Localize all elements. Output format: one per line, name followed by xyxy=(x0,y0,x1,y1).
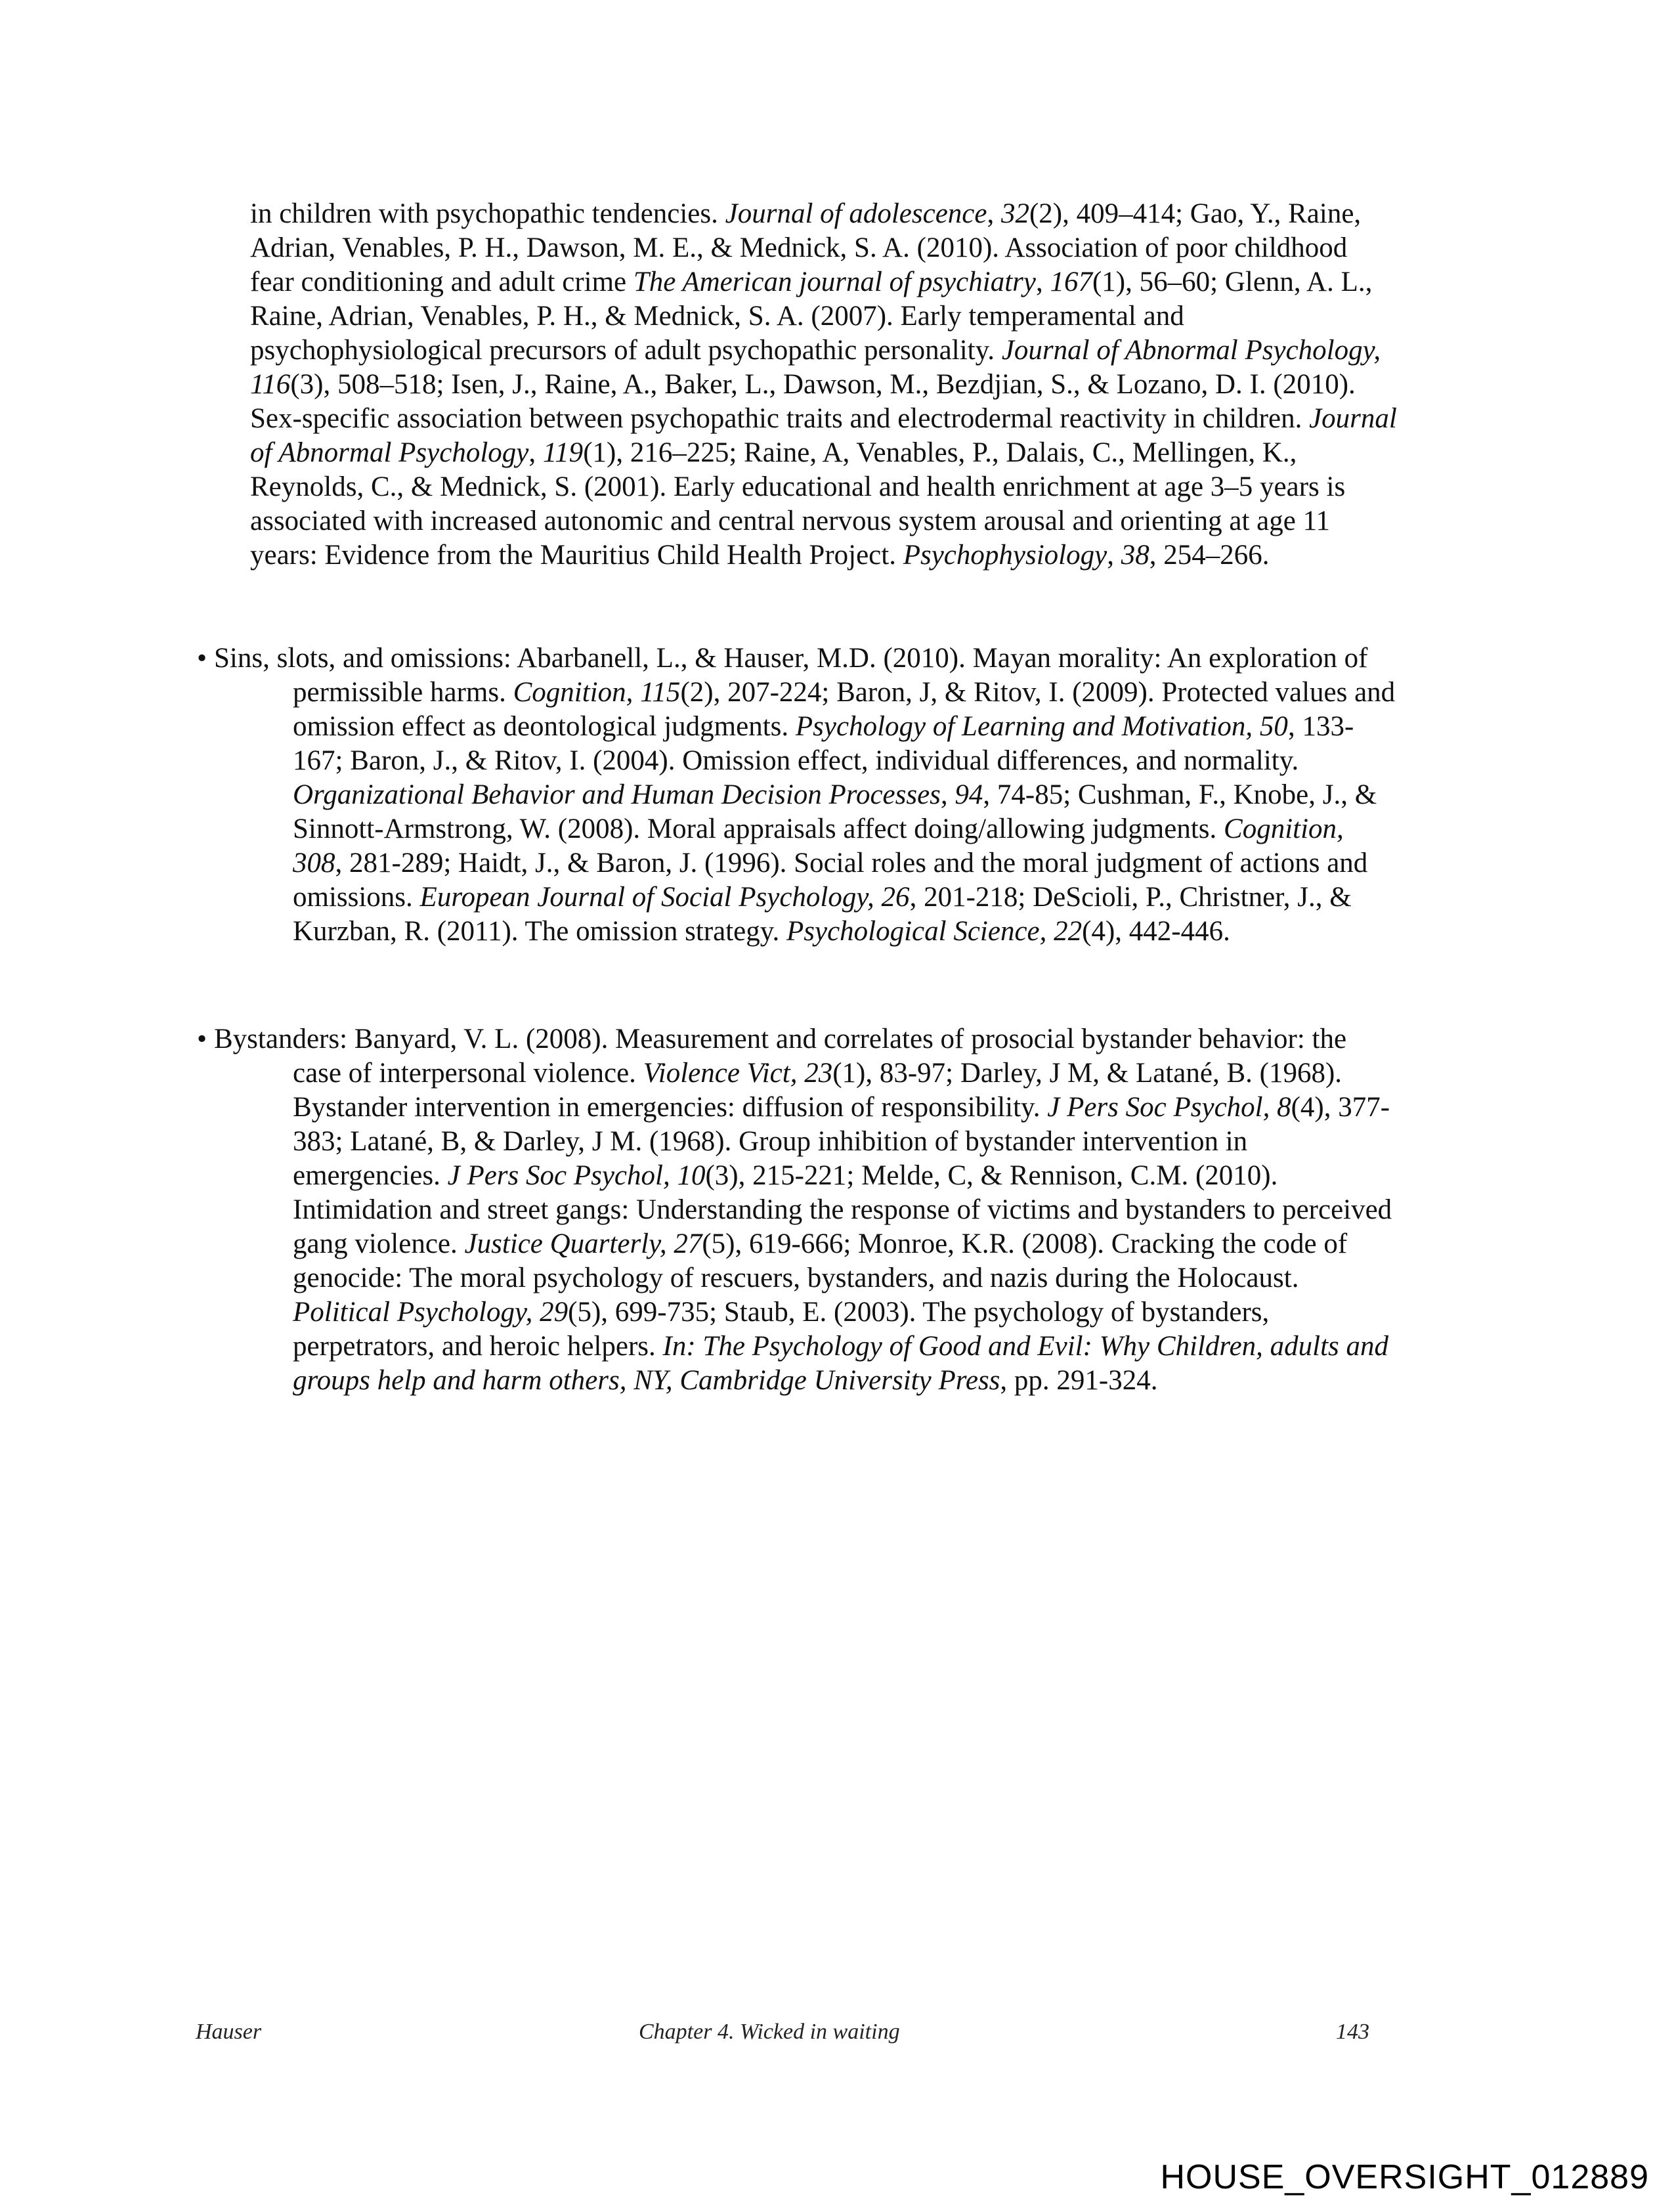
text-line: Adrian, Venables, P. H., Dawson, M. E., & Mednick, S. A. (2010). Association of poor childhood xyxy=(250,232,1348,263)
text-line: Kurzban, R. (2011). The omission strategy. Psychological Science, 22(4), 442-446. xyxy=(293,916,1230,947)
italic-citation: Psychological Science, 22 xyxy=(786,916,1083,947)
italic-citation: 116 xyxy=(250,369,291,400)
bullet-first-line xyxy=(197,641,1484,676)
bullet-icon: • xyxy=(197,1024,207,1054)
text-line: omission effect as deontological judgments. Psychology of Learning and Motivation, 50, 133- xyxy=(293,711,1354,742)
italic-citation: Cognition, 115 xyxy=(513,677,681,708)
bullet-sins-slots-omissions xyxy=(197,641,1484,949)
italic-citation: groups help and harm others, NY, Cambridge University Press xyxy=(293,1365,1000,1396)
text-line: in children with psychopathic tendencies. Journal of adolescence, 32(2), 409–414; Gao, Y., Raine, xyxy=(250,198,1362,229)
text-line: genocide: The moral psychology of rescuers, bystanders, and nazis during the Holocaust. xyxy=(293,1263,1299,1293)
italic-citation: Journal of Abnormal Psychology, xyxy=(1001,335,1381,366)
italic-citation: 32 xyxy=(1000,198,1029,229)
italic-citation: The American journal of psychiatry xyxy=(633,267,1036,297)
bullet-first-text xyxy=(214,643,1368,674)
bullet-icon: • xyxy=(197,643,207,674)
text-line: omissions. European Journal of Social Psychology, 26, 201-218; DeScioli, P., Christner, J., & xyxy=(293,882,1352,913)
italic-citation: of Abnormal Psychology xyxy=(250,437,529,468)
text-line: Sinnott-Armstrong, W. (2008). Moral appraisals affect doing/allowing judgments. Cognition, xyxy=(293,813,1344,844)
reference-paragraph-continued xyxy=(250,197,1491,573)
footer-page-number: 143 xyxy=(1336,2020,1369,2044)
text-line: Organizational Behavior and Human Decision Processes, 94, 74-85; Cushman, F., Knobe, J., & xyxy=(293,779,1377,810)
text-line: case of interpersonal violence. Violence Vict, 23(1), 83-97; Darley, J M, & Latané, B. (1968). xyxy=(293,1058,1342,1089)
italic-citation: Political Psychology, 29 xyxy=(293,1297,569,1328)
text-line: psychophysiological precursors of adult psychopathic personality. Journal of Abnormal Psychology, xyxy=(250,335,1381,366)
italic-citation: 167 xyxy=(1050,267,1092,297)
text-line: Raine, Adrian, Venables, P. H., & Mednick, S. A. (2007). Early temperamental and xyxy=(250,301,1184,332)
italic-citation: Journal xyxy=(1309,403,1397,434)
text-line: 308, 281-289; Haidt, J., & Baron, J. (1996). Social roles and the moral judgment of actions and xyxy=(293,848,1368,878)
text-line: emergencies. J Pers Soc Psychol, 10(3), 215-221; Melde, C, & Rennison, C.M. (2010). xyxy=(293,1160,1278,1191)
italic-citation: 119 xyxy=(542,437,584,468)
footer-author: Hauser xyxy=(196,2020,262,2044)
bullet-bystanders xyxy=(197,1022,1484,1398)
text-line: 116(3), 508–518; Isen, J., Raine, A., Baker, L., Dawson, M., Bezdjian, S., & Lozano, D. I. (2010). xyxy=(250,369,1356,400)
text-line: groups help and harm others, NY, Cambridge University Press, pp. 291-324. xyxy=(293,1365,1158,1396)
italic-citation: In: The Psychology of Good and Evil: Why Children, adults and xyxy=(662,1331,1389,1362)
italic-citation: Justice Quarterly, 27 xyxy=(464,1228,702,1259)
text-line: Intimidation and street gangs: Understanding the response of victims and bystanders to perceived xyxy=(293,1194,1392,1225)
italic-citation: European Journal of Social Psychology, 26 xyxy=(419,882,910,913)
text-line: perpetrators, and heroic helpers. In: The Psychology of Good and Evil: Why Children, adults and xyxy=(293,1331,1389,1362)
text-line: fear conditioning and adult crime The American journal of psychiatry, 167(1), 56–60; Glenn, A. L., xyxy=(250,267,1373,297)
footer-chapter-title: Chapter 4. Wicked in waiting xyxy=(639,2020,900,2044)
text-line: Sins, slots, and omissions: Abarbanell, L., & Hauser, M.D. (2010). Mayan morality: An exploration of xyxy=(214,643,1368,674)
italic-citation: 308 xyxy=(293,848,335,878)
text-line: 167; Baron, J., & Ritov, I. (2004). Omission effect, individual differences, and normality. xyxy=(293,745,1299,776)
text-line: Sex-specific association between psychopathic traits and electrodermal reactivity in children. Journal xyxy=(250,403,1397,434)
text-line: Reynolds, C., & Mednick, S. (2001). Early educational and health enrichment at age 3–5 years is xyxy=(250,471,1346,502)
text-line: of Abnormal Psychology, 119(1), 216–225; Raine, A, Venables, P., Dalais, C., Mellingen, K., xyxy=(250,437,1297,468)
text-line: associated with increased autonomic and central nervous system arousal and orienting at age 11 xyxy=(250,506,1331,536)
bates-stamp: HOUSE_OVERSIGHT_012889 xyxy=(1160,2158,1649,2196)
bullet-continuation xyxy=(197,676,1484,949)
italic-citation: Psychophysiology xyxy=(903,540,1107,571)
italic-citation: Journal of adolescence xyxy=(725,198,987,229)
italic-citation: J Pers Soc Psychol, 8 xyxy=(1047,1092,1291,1123)
text-line: permissible harms. Cognition, 115(2), 207-224; Baron, J, & Ritov, I. (2009). Protected values and xyxy=(293,677,1396,708)
italic-citation: Psychology of Learning and Motivation, 50 xyxy=(795,711,1288,742)
bullet-first-text xyxy=(214,1024,1346,1054)
text-line: Bystanders: Banyard, V. L. (2008). Measurement and correlates of prosocial bystander behavior: the xyxy=(214,1024,1347,1054)
italic-citation: Violence Vict, 23 xyxy=(643,1058,833,1089)
text-line: Bystander intervention in emergencies: diffusion of responsibility. J Pers Soc Psychol, 8(4), 377- xyxy=(293,1092,1390,1123)
text-line: Political Psychology, 29(5), 699-735; Staub, E. (2003). The psychology of bystanders, xyxy=(293,1297,1270,1328)
text-line: gang violence. Justice Quarterly, 27(5), 619-666; Monroe, K.R. (2008). Cracking the code of xyxy=(293,1228,1348,1259)
italic-citation: J Pers Soc Psychol, 10 xyxy=(447,1160,706,1191)
italic-citation: Organizational Behavior and Human Decision Processes, 94 xyxy=(293,779,983,810)
text-line: 383; Latané, B, & Darley, J M. (1968). Group inhibition of bystander intervention in xyxy=(293,1126,1248,1157)
italic-citation: Cognition, xyxy=(1224,813,1344,844)
bullet-first-line xyxy=(197,1022,1484,1056)
italic-citation: 38 xyxy=(1121,540,1149,571)
bullet-continuation xyxy=(197,1056,1484,1398)
text-line: years: Evidence from the Mauritius Child Health Project. Psychophysiology, 38, 254–266. xyxy=(250,540,1270,571)
